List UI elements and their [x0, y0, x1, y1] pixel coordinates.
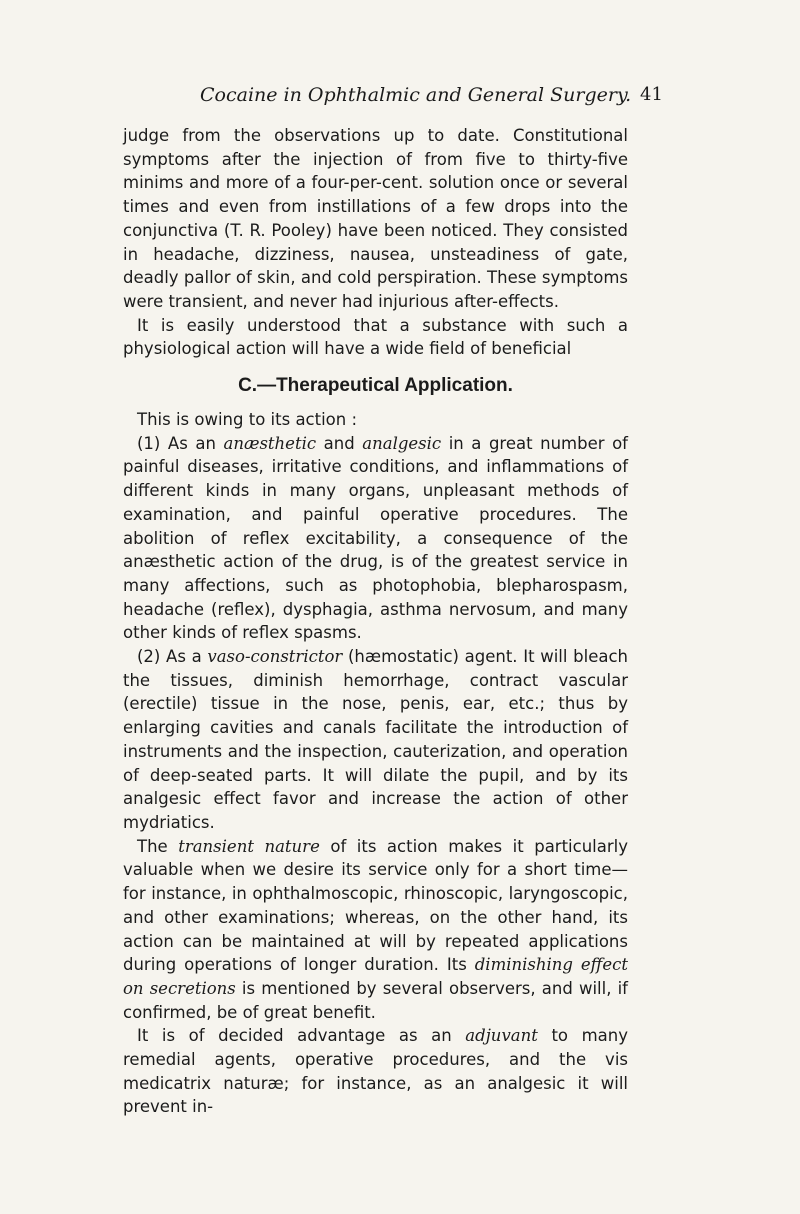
section-heading-therapeutical-application: C.—Therapeutical Application.	[238, 375, 513, 397]
paragraph-constitutional-symptoms: judge from the observations up to date. Constitutional symptoms after the injection of from five to thirty-five minims and more of a four-per-cent. solution once or several times and even from instillations of a few drops into the conjunctiva (T. R. Pooley) have been noticed. They consisted in headache, dizziness, nausea, unsteadiness of gate, deadly pallor of skin, and cold perspiration. These symptoms were transient, and never had injurious after-effects.	[123, 126, 628, 311]
running-header	[0, 84, 800, 110]
text-run: and	[316, 433, 363, 453]
paragraph-anaesthetic-action	[123, 432, 628, 645]
italic-term-transient-nature: transient nature	[178, 836, 320, 856]
text-run: It is of decided advantage as an	[137, 1026, 466, 1046]
page-number: 41	[640, 84, 663, 105]
paragraph-transient-nature	[123, 835, 628, 1025]
italic-term-adjuvant: adjuvant	[465, 1026, 538, 1046]
text-run: (hæmostatic) agent. It will bleach the tissues, diminish hemorrhage, contract vascular (erectile) tissue in the nose, penis, ear, etc.; thus by enlarging cavities and canals facilitate the introduction of instruments and the inspection, cauterization, and operation of deep-seated parts. It will dilate the pupil, and by its analgesic effect favor and increase the action of other mydriatics.	[123, 647, 628, 832]
text-run: to many remedial agents, operative procedures, and the vis medicatrix naturæ; for instance, as an analgesic it will prevent in-	[123, 1026, 628, 1117]
paragraph-vaso-constrictor	[123, 645, 628, 835]
body-text	[123, 124, 628, 1119]
text-run: in a great number of painful diseases, irritative conditions, and inflammations of different kinds in many organs, unpleasant methods of examination, and painful operative procedures. The abolition of reflex excitability, a consequence of the anæsthetic action of the drug, is of the greatest service in many affections, such as photophobia, blepharospasm, headache (reflex), dysphagia, asthma nervosum, and many other kinds of reflex spasms.	[123, 433, 628, 643]
italic-term-vaso-constrictor: vaso-constrictor	[207, 647, 343, 667]
text-run: (2) As a	[137, 647, 208, 667]
text-run: (1) As an	[137, 433, 224, 453]
running-title: Cocaine in Ophthalmic and General Surgery.	[200, 84, 632, 106]
italic-term-diminishing-effect: diminishing effect on secretions	[123, 955, 629, 998]
paragraph-owing-to-action: This is owing to its action :	[137, 410, 358, 430]
text-run: The	[137, 836, 179, 856]
italic-term-anaesthetic: anæsthetic	[223, 433, 317, 453]
paragraph-adjuvant	[123, 1024, 628, 1119]
text-run: of its action makes it particularly valuable when we desire its service only for a short time—for instance, in ophthalmoscopic, rhinoscopic, laryngoscopic, and other examinations; whereas, on the other hand, its action can be maintained at will by repeated applications during operations of longer duration. Its	[123, 836, 628, 975]
text-run: is mentioned by several observers, and will, if confirmed, be of great benefit.	[123, 978, 628, 1022]
italic-term-analgesic: analgesic	[362, 433, 442, 453]
paragraph-physiological-action: It is easily understood that a substance with such a physiological action will have a wide field of beneficial	[123, 315, 628, 359]
